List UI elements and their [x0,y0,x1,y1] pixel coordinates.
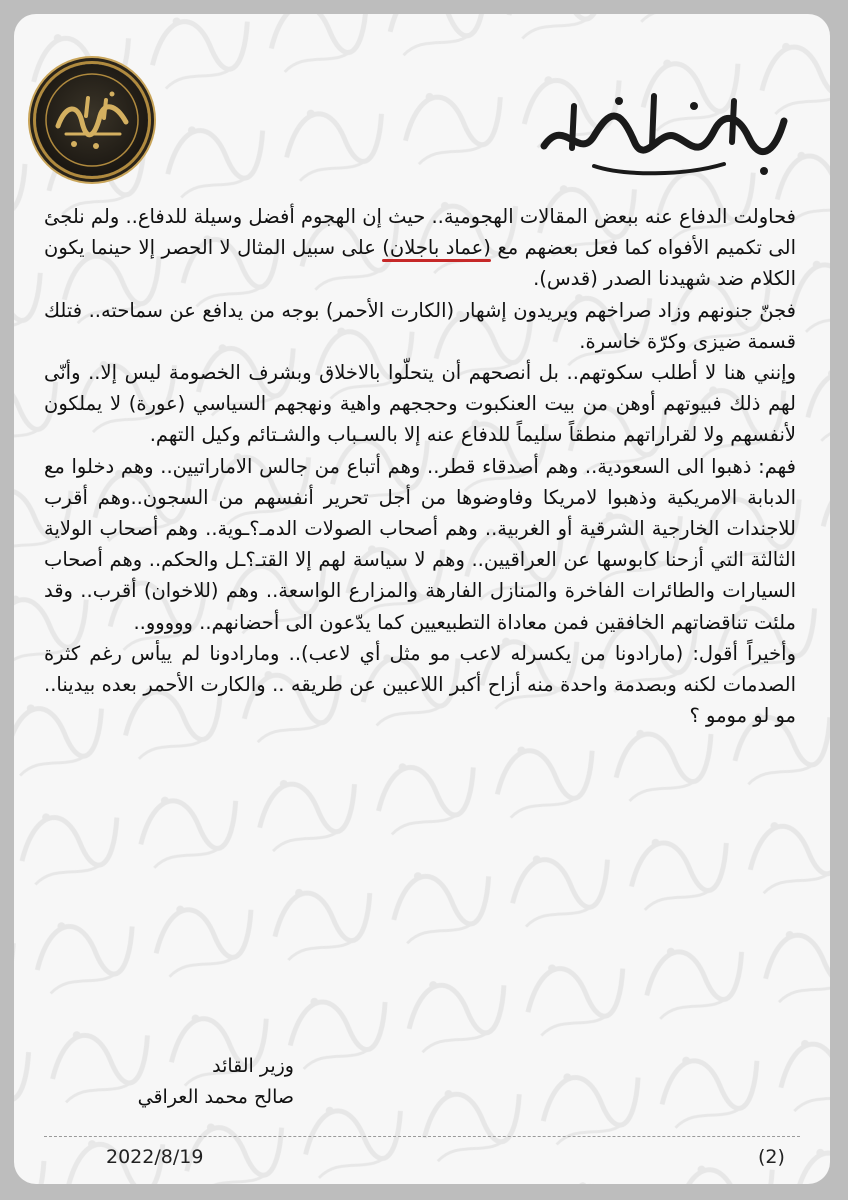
author-block [114,1051,294,1113]
seal-logo [36,64,148,176]
paragraph-5: وأخيراً أقول: (مارادونا من يكسرله لاعب مو مثل أي لاعب).. ومارادونا لم ييأس رغم كثرة الصدمات لكنه وبصدمة واحدة منه أزاح أكبر اللاعبين عن طريقه .. والكارت الأحمر بعده بيدينا.. مو لو مومو ؟ [44,641,796,728]
paragraph-1: فحاولت الدفاع عنه ببعض المقالات الهجومية.. حيث إن الهجوم أفضل وسيلة للدفاع.. ولم نلجئ الى تكميم الأفواه كما فعل بعضهم مع (عماد باجلان) على سبيل المثال لا الحصر إلا حينما يكون الكلام ضد شهيدنا الصدر (قدس). [44,205,797,291]
paragraph-3: وإنني هنا لا أطلب سكوتهم.. بل أنصحهم أن يتحلّوا بالاخلاق وبشرف الخصومة ليس إلا.. وأنّى لهم ذلك فبيوتهم أوهن من بيت العنكبوت وحججهم واهية ونهجهم السياسي (عورة) لا يملكون لأنفسهم ولا لقراراتهم منطقاً سليماً للدفاع عنه إلا بالسـباب والشـتائم وكيل التهم. [44,361,796,447]
seal-calligraphy-icon [36,64,148,176]
author-name: صالح محمد العراقي [137,1086,294,1108]
article-body [44,201,796,731]
footer-divider [44,1136,800,1138]
paragraph-4: فهم: ذهبوا الى السعودية.. وهم أصدقاء قطر.. وهم أتباع من جالس الاماراتيين.. وهم دخلوا مع الدبابة الامريكية وذهبوا لامريكا وفاوضوها من أجل تحرير أنفسهم من السجون..وهم أقرب للاجندات الخارجية الشرقية أو الغربية.. وهم أصحاب الصولات الدمـ؟ـوية.. وهم أصحاب الولاية الثالثة التي أزحنا كابوسها عن العراقيين.. وهم لا سياسة لهم إلا القتـ؟ـل والحكم.. وهم أصحاب السيارات والطائرات الفاخرة والمنازل الفارهة والمزارع الواسعة.. وهم (للاخوان) أقرب.. وقد ملئت تناقضاتهم الخافقين فمن معاداة التطبيعيين كما يدّعون الى أحضانهم.. ووووو.. [44,454,796,634]
highlighted-name: (عماد باجلان) [382,236,491,260]
footer-date: 2022/8/19 [106,1146,204,1168]
paragraph-2: فجنّ جنونهم وزاد صراخهم ويريدون إشهار (الكارت الأحمر) بوجه من يدافع عن سماحته.. فتلك قسمة ضيزى وكرّة خاسرة. [44,298,796,353]
document-sheet [14,14,830,1184]
signature-calligraphy [534,76,794,186]
author-title: وزير القائد [212,1055,294,1077]
page-number: (2) [758,1146,785,1168]
